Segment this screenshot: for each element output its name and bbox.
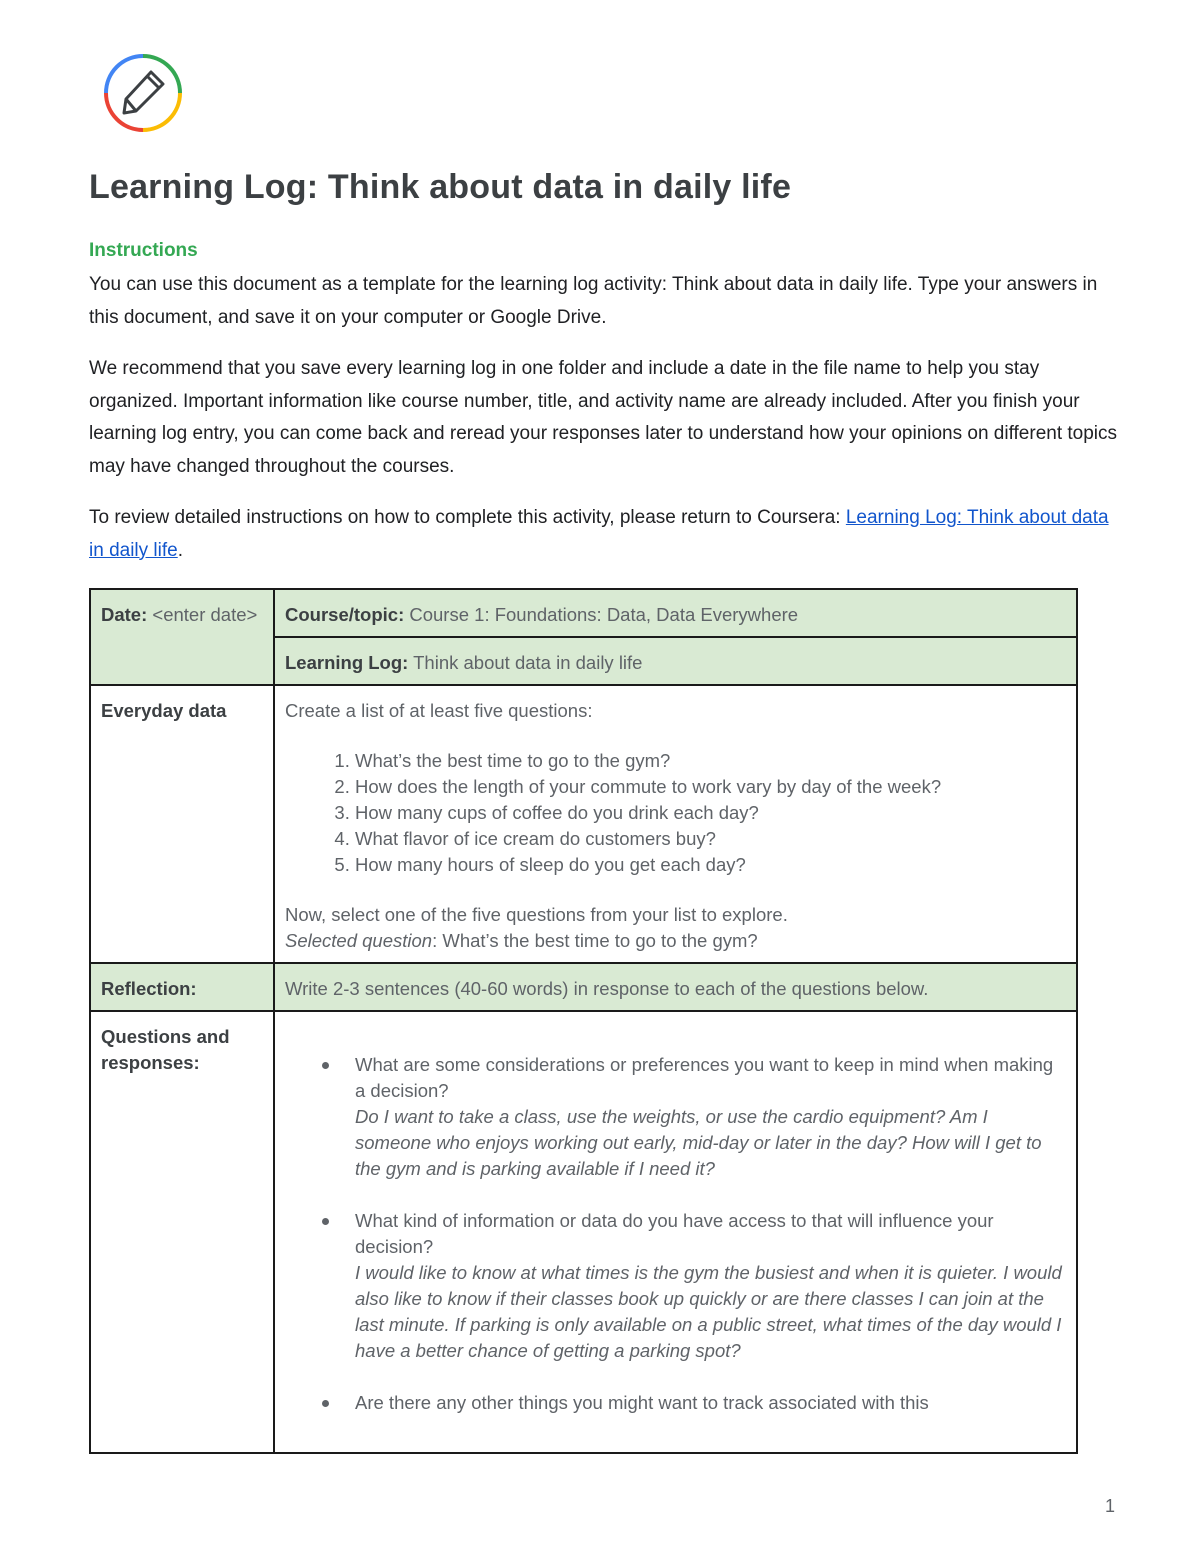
page-number: 1 [1105, 1496, 1116, 1516]
selected-value: : What’s the best time to go to the gym? [432, 930, 758, 951]
table-row [90, 1011, 1077, 1453]
list-item: 3. How many cups of coffee do you drink each day? [355, 800, 1066, 826]
qa-question: Are there any other things you might want to track associated with this [355, 1392, 929, 1413]
instructions-paragraph-3 [89, 502, 1119, 567]
question-list [285, 748, 1066, 878]
log-cell [274, 637, 1077, 685]
table-row [90, 589, 1077, 637]
everyday-cell[interactable] [274, 685, 1077, 963]
date-label: Date: [101, 604, 148, 625]
reflection-label: Reflection: [90, 963, 274, 1011]
list-item: 5. How many hours of sleep do you get each day? [355, 852, 1066, 878]
qa-cell[interactable] [274, 1011, 1077, 1453]
table-row [90, 685, 1077, 963]
table-row [90, 963, 1077, 1011]
page-title: Learning Log: Think about data in daily life [89, 168, 792, 206]
period: . [177, 539, 183, 561]
logo [103, 53, 183, 133]
coursera-link[interactable]: Learning Log: Think about data in daily life [89, 507, 1109, 561]
bullet-icon [322, 1400, 329, 1407]
pencil-icon [103, 53, 183, 133]
bullet-icon [322, 1218, 329, 1225]
date-value: <enter date> [147, 604, 258, 625]
learning-log-table [89, 588, 1078, 1454]
qa-answer: I would like to know at what times is the gym the busiest and when it is quieter. I would also like to know if their classes book up quickly or are there classes I can join at the last minute. If parking is only available on a public street, what times of the day would I have a better chance of getting a parking spot? [355, 1262, 1062, 1361]
instructions-paragraph-1: You can use this document as a template for the learning log activity: Think about data in daily life. Type your answers in this document, and save it on your computer or Google Drive. [89, 274, 1098, 328]
course-cell [274, 589, 1077, 637]
qa-answer: Do I want to take a class, use the weights, or use the cardio equipment? Am I someone who enjoys working out early, mid-day or later in the day? How will I get to the gym and is parking available if I need it? [355, 1106, 1042, 1179]
qa-question: What are some considerations or preferences you want to keep in mind when making a decision? [355, 1054, 1054, 1101]
list-item [355, 1208, 1066, 1364]
bullet-icon [322, 1062, 329, 1069]
log-value: Think about data in daily life [408, 652, 643, 673]
selected-question [285, 928, 1066, 954]
list-item [355, 1052, 1066, 1182]
course-label: Course/topic: [285, 604, 405, 625]
list-item [355, 1390, 1066, 1416]
instructions-heading: Instructions [89, 240, 198, 261]
select-prompt: Now, select one of the five questions from your list to explore. [285, 904, 788, 925]
review-text: To review detailed instructions on how to complete this activity, please return to Coursera: [89, 507, 846, 528]
list-item: 2. How does the length of your commute to work vary by day of the week? [355, 774, 1066, 800]
qa-label: Questions and responses: [90, 1011, 274, 1453]
course-value: Course 1: Foundations: Data, Data Everywhere [404, 604, 799, 625]
everyday-intro: Create a list of at least five questions: [285, 700, 593, 721]
selected-label: Selected question [285, 930, 433, 951]
log-label: Learning Log: [285, 652, 409, 673]
instructions-paragraph-2: We recommend that you save every learning log in one folder and include a date in the file name to help you stay organized. Important information like course number, title, and activity name are already included. After you finish your learning log entry, you can come back and reread your responses later to understand how your opinions on different topics may have changed throughout the courses. [89, 358, 1118, 477]
list-item: 4. What flavor of ice cream do customers buy? [355, 826, 1066, 852]
qa-list [285, 1052, 1066, 1416]
date-cell[interactable] [90, 589, 274, 685]
list-item: 1. What’s the best time to go to the gym? [355, 748, 1066, 774]
qa-question: What kind of information or data do you have access to that will influence your decision? [355, 1210, 994, 1257]
reflection-text: Write 2-3 sentences (40-60 words) in response to each of the questions below. [274, 963, 1077, 1011]
everyday-label: Everyday data [90, 685, 274, 963]
